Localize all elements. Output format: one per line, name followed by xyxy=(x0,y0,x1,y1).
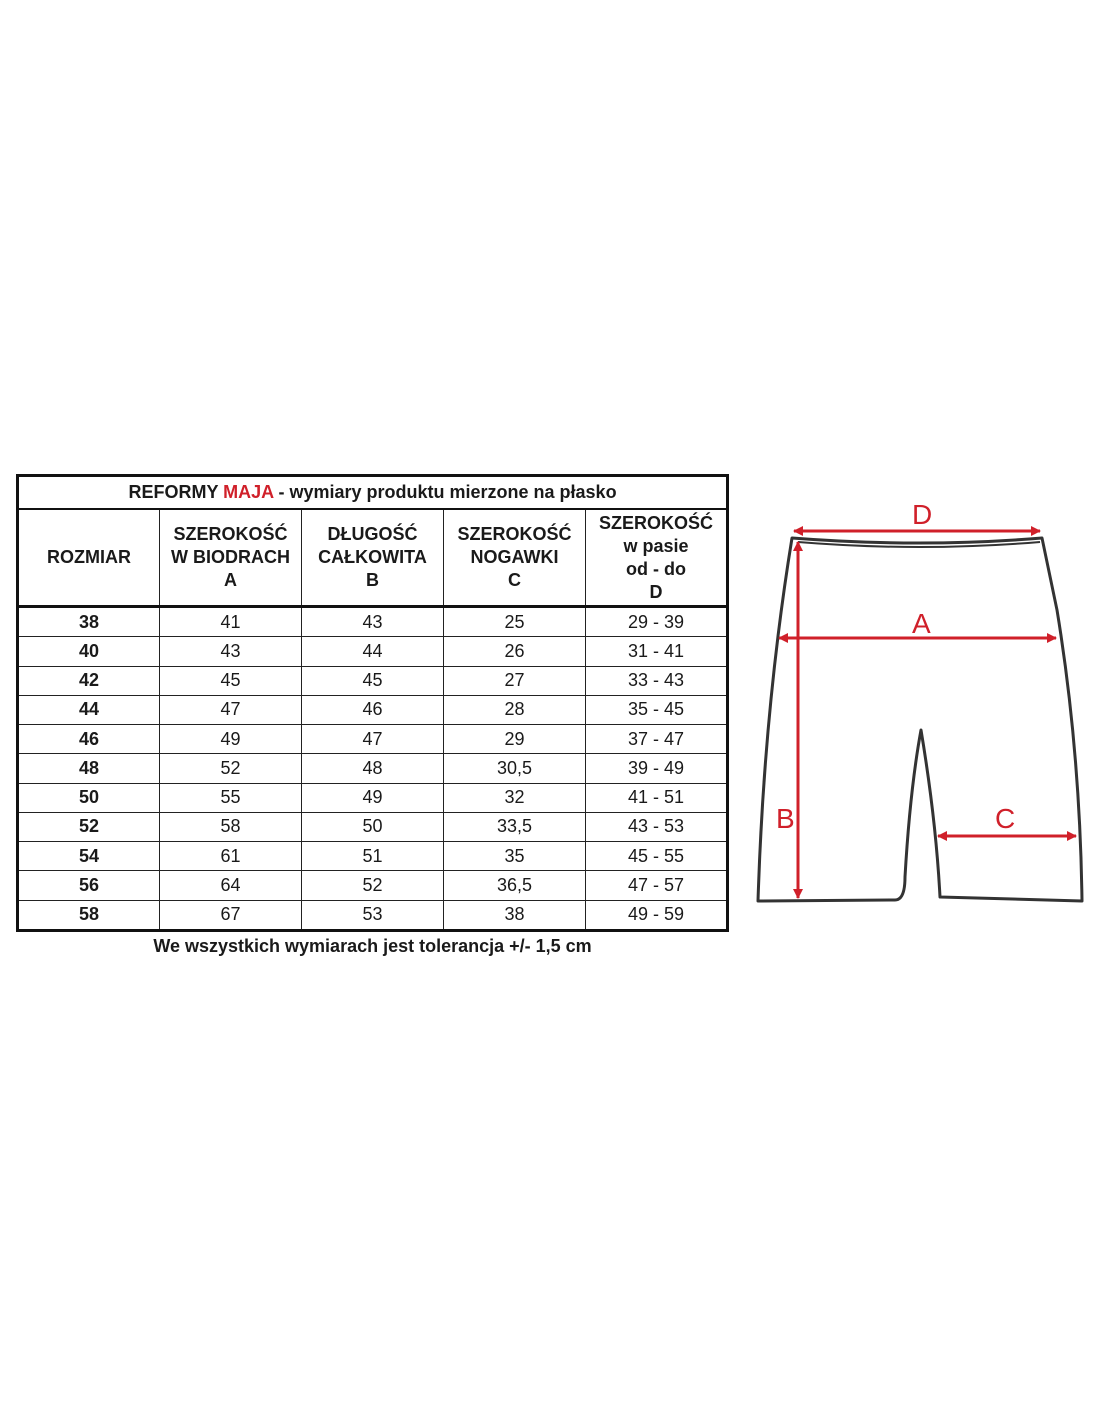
value-cell: 52 xyxy=(160,754,302,783)
value-cell: 32 xyxy=(444,783,586,812)
column-header-line: w pasie xyxy=(623,535,689,556)
value-cell: 25 xyxy=(444,607,586,637)
value-cell: 39 - 49 xyxy=(586,754,728,783)
size-cell: 50 xyxy=(18,783,160,812)
column-header xyxy=(586,509,728,607)
size-cell: 56 xyxy=(18,871,160,900)
value-cell: 47 xyxy=(302,725,444,754)
column-header-line: od - do xyxy=(626,558,686,579)
table-row xyxy=(18,871,728,900)
value-cell: 43 - 53 xyxy=(586,812,728,841)
table-row xyxy=(18,754,728,783)
value-cell: 43 xyxy=(160,637,302,666)
value-cell: 55 xyxy=(160,783,302,812)
tolerance-note: We wszystkich wymiarach jest tolerancja +/- 1,5 cm xyxy=(153,936,592,956)
value-cell: 37 - 47 xyxy=(586,725,728,754)
size-cell: 38 xyxy=(18,607,160,637)
value-cell: 46 xyxy=(302,695,444,724)
size-cell: 40 xyxy=(18,637,160,666)
table-row xyxy=(18,812,728,841)
value-cell: 45 xyxy=(160,666,302,695)
size-table xyxy=(16,474,729,932)
value-cell: 41 - 51 xyxy=(586,783,728,812)
shorts-outline xyxy=(758,538,1082,901)
table-row xyxy=(18,637,728,666)
label-c: C xyxy=(995,803,1016,834)
size-cell: 58 xyxy=(18,900,160,930)
column-header-line: SZEROKOŚĆ xyxy=(457,524,572,544)
table-row xyxy=(18,695,728,724)
column-header xyxy=(160,509,302,607)
column-header xyxy=(444,509,586,607)
value-cell: 27 xyxy=(444,666,586,695)
table-title-suffix: - wymiary produktu mierzone na płasko xyxy=(273,482,617,502)
table-row xyxy=(18,783,728,812)
value-cell: 45 xyxy=(302,666,444,695)
header-row xyxy=(18,509,728,607)
column-header xyxy=(18,509,160,607)
table-row xyxy=(18,666,728,695)
table-title xyxy=(18,476,728,510)
column-header-line: CAŁKOWITA xyxy=(318,547,427,567)
label-d: D xyxy=(912,499,933,530)
value-cell: 61 xyxy=(160,842,302,871)
value-cell: 26 xyxy=(444,637,586,666)
column-header-line: W BIODRACH xyxy=(171,547,290,567)
value-cell: 49 xyxy=(160,725,302,754)
column-header-line: SZEROKOŚĆ xyxy=(599,512,714,533)
table-title-prefix: REFORMY xyxy=(128,482,224,502)
value-cell: 53 xyxy=(302,900,444,930)
value-cell: 51 xyxy=(302,842,444,871)
value-cell: 35 xyxy=(444,842,586,871)
value-cell: 50 xyxy=(302,812,444,841)
column-header-line: D xyxy=(649,581,663,602)
table-row xyxy=(18,842,728,871)
value-cell: 29 - 39 xyxy=(586,607,728,637)
value-cell: 67 xyxy=(160,900,302,930)
value-cell: 38 xyxy=(444,900,586,930)
value-cell: 30,5 xyxy=(444,754,586,783)
shorts-diagram xyxy=(750,490,1090,920)
size-cell: 46 xyxy=(18,725,160,754)
value-cell: 49 xyxy=(302,783,444,812)
label-b: B xyxy=(776,803,795,834)
value-cell: 43 xyxy=(302,607,444,637)
value-cell: 28 xyxy=(444,695,586,724)
column-header-line: B xyxy=(366,570,379,590)
value-cell: 41 xyxy=(160,607,302,637)
value-cell: 52 xyxy=(302,871,444,900)
column-header-line: A xyxy=(224,570,237,590)
table-body xyxy=(18,607,728,931)
value-cell: 45 - 55 xyxy=(586,842,728,871)
value-cell: 58 xyxy=(160,812,302,841)
value-cell: 47 xyxy=(160,695,302,724)
table-row xyxy=(18,900,728,930)
size-cell: 48 xyxy=(18,754,160,783)
value-cell: 49 - 59 xyxy=(586,900,728,930)
size-cell: 42 xyxy=(18,666,160,695)
size-cell: 52 xyxy=(18,812,160,841)
value-cell: 47 - 57 xyxy=(586,871,728,900)
column-header xyxy=(302,509,444,607)
table-row xyxy=(18,725,728,754)
column-header-line: DŁUGOŚĆ xyxy=(327,524,418,544)
value-cell: 36,5 xyxy=(444,871,586,900)
column-header-line: SZEROKOŚĆ xyxy=(173,524,288,544)
value-cell: 31 - 41 xyxy=(586,637,728,666)
column-header-line: C xyxy=(508,570,521,590)
label-a: A xyxy=(912,608,931,639)
value-cell: 33,5 xyxy=(444,812,586,841)
size-cell: 44 xyxy=(18,695,160,724)
value-cell: 29 xyxy=(444,725,586,754)
size-cell: 54 xyxy=(18,842,160,871)
value-cell: 33 - 43 xyxy=(586,666,728,695)
column-header-line: ROZMIAR xyxy=(47,547,131,567)
column-header-line: NOGAWKI xyxy=(470,547,559,567)
value-cell: 35 - 45 xyxy=(586,695,728,724)
value-cell: 44 xyxy=(302,637,444,666)
value-cell: 64 xyxy=(160,871,302,900)
table-row xyxy=(18,607,728,637)
table-title-brand: MAJA xyxy=(223,482,274,502)
value-cell: 48 xyxy=(302,754,444,783)
